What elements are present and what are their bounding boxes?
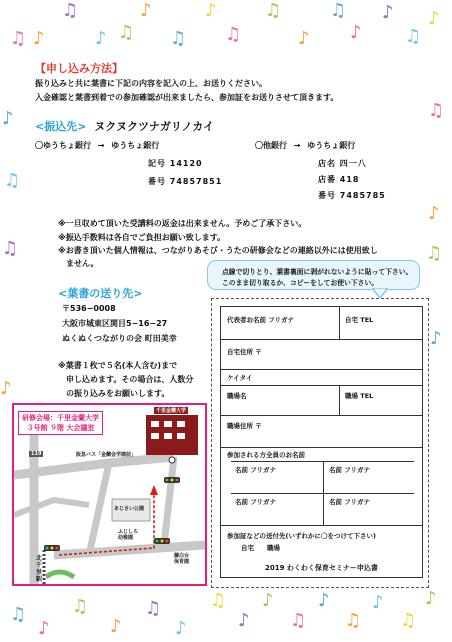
- music-note-icon: ♪: [318, 590, 330, 611]
- music-note-icon: ♪: [372, 592, 384, 613]
- other-bank-line: [255, 140, 355, 151]
- home-tel-field[interactable]: 自宅 TEL: [345, 316, 374, 324]
- postcard-zip: 〒536−0008: [62, 304, 116, 313]
- divider: [221, 369, 422, 370]
- music-note-icon: ♫: [2, 238, 19, 259]
- music-note-icon: ♪: [0, 378, 12, 399]
- park-label: あじさい公園: [114, 506, 145, 512]
- other-bank-name: ゆうちょ銀行: [307, 141, 356, 150]
- rep-name-field[interactable]: 代表者お名前 フリガナ: [227, 316, 294, 324]
- music-note-icon: ♪: [382, 2, 394, 23]
- arrow-icon: →: [97, 141, 105, 150]
- form-footer-title: 2019 わくわく保育セミナー申込書: [265, 564, 378, 572]
- bus-stop-label: 阪急バス「金蘭会学園前」: [76, 452, 137, 458]
- home-address-field[interactable]: 自宅住所 〒: [227, 348, 262, 356]
- venue-box: [18, 411, 103, 435]
- cutout-callout: [207, 260, 420, 290]
- divider: [231, 493, 414, 494]
- callout-tail: [372, 288, 388, 298]
- music-note-icon: ♪: [140, 0, 152, 21]
- branch-no: 店番 418: [318, 175, 360, 184]
- mobile-field[interactable]: ケイタイ: [227, 374, 253, 382]
- music-note-icon: ♫: [4, 170, 21, 191]
- postcard-memo-3: の振り込みをお願いします。: [66, 389, 170, 398]
- postcard-address: 大阪市城東区関目5−16−27: [62, 319, 168, 328]
- callout-line-2: このまま切り取るか、コピーをしてお使い下さい。: [222, 279, 379, 287]
- campus-label: 千里金蘭大学: [156, 408, 187, 414]
- participant-name-field[interactable]: 名前 フリガナ: [235, 466, 276, 474]
- send-to-label: 参加証などの送付先(いずれかに〇をつけて下さい): [227, 532, 376, 540]
- music-note-icon: ♫: [145, 598, 162, 619]
- callout-line-1: 点線で切りとり、葉書裏面に剥がれないように貼って下さい。: [222, 268, 413, 276]
- apply-line-1: 振り込みと共に葉書に下記の内容を記入の上、お送りください。: [35, 79, 267, 88]
- music-note-icon: ♪: [38, 618, 50, 639]
- music-note-icon: ♫: [225, 24, 242, 45]
- send-home-option[interactable]: 自宅: [241, 544, 254, 552]
- yucho-label: 〇ゆうちょ銀行: [35, 141, 91, 150]
- music-note-icon: ♪: [262, 590, 274, 611]
- postcard-title: <葉書の送り先>: [58, 287, 143, 300]
- music-note-icon: ♫: [62, 0, 79, 21]
- note-refund: ※一旦収めて頂いた受講料の返金は出来ません。予めご了承下さい。: [58, 219, 307, 228]
- yucho-bank: ゆうちょ銀行: [111, 141, 160, 150]
- transfer-label: <振込先>: [35, 120, 87, 133]
- application-form: [220, 306, 423, 578]
- work-address-field[interactable]: 職場住所 〒: [227, 422, 262, 430]
- music-note-icon: ♫: [405, 26, 422, 47]
- divider: [221, 525, 422, 526]
- postcard-name: ぬくぬくつながりの会 町田美幸: [62, 334, 177, 343]
- divider: [221, 415, 422, 416]
- music-note-icon: ♫: [10, 604, 27, 625]
- music-note-icon: ♫: [210, 590, 227, 611]
- music-note-icon: ♫: [265, 0, 282, 21]
- music-note-icon: ♪: [350, 22, 362, 43]
- send-work-option[interactable]: 職場: [267, 544, 280, 552]
- note-privacy-2: ません。: [66, 259, 99, 268]
- music-note-icon: ♫: [72, 596, 89, 617]
- station-label: 北千里駅: [36, 555, 43, 583]
- venue-line-2: ３号館 ９階 大会議室: [26, 424, 95, 432]
- apply-title: 【申し込み方法】: [35, 62, 123, 75]
- music-note-icon: ♫: [290, 610, 307, 631]
- participant-name-field[interactable]: 名前 フリガナ: [329, 498, 370, 506]
- divider: [221, 339, 422, 340]
- note-privacy-1: ※お書き頂いた個人情報は、つながりあそび・うたの研修会などの連絡以外には使用致し: [58, 246, 378, 255]
- participant-name-field[interactable]: 名前 フリガナ: [329, 466, 370, 474]
- apply-line-2: 入金確認と葉書到着での参加確認が出来ましたら、参加証をお送りさせて頂きます。: [35, 93, 339, 102]
- music-note-icon: ♪: [33, 28, 45, 49]
- note-fee: ※振込手数料は各自でご負担お願い致します。: [58, 233, 226, 242]
- branch-name: 店名 四一八: [318, 159, 367, 168]
- music-note-icon: ♪: [430, 328, 442, 349]
- yucho-kigou: 記号 14120: [148, 159, 203, 168]
- music-note-icon: ♪: [238, 610, 250, 631]
- access-map: [12, 403, 207, 586]
- venue-line-1: 研修会場：千里金蘭大学: [22, 414, 99, 422]
- workplace-name-field[interactable]: 職場名: [227, 392, 247, 400]
- participants-label: 参加される方全員のお名前: [227, 451, 305, 459]
- music-note-icon: ♫: [345, 610, 362, 631]
- music-note-icon: ♫: [330, 0, 347, 21]
- postcard-memo-2: 申し込めます。その場合は、人数分: [66, 375, 194, 384]
- kindergarten-label: ふじしろ 幼稚園: [118, 529, 139, 541]
- yucho-line: [35, 140, 159, 151]
- divider: [339, 385, 340, 415]
- music-note-icon: ♫: [426, 243, 443, 264]
- music-note-icon: ♪: [175, 618, 187, 639]
- postcard-memo-1: ※葉書１枚で５名(本人含む)まで: [58, 361, 178, 370]
- music-note-icon: ♪: [110, 616, 122, 637]
- yucho-bangou: 番号 74857851: [148, 177, 223, 186]
- divider: [339, 307, 340, 339]
- transfer-title: [35, 118, 214, 134]
- arrow-icon: →: [293, 141, 301, 150]
- route-number-badge: 119: [31, 451, 42, 457]
- music-note-icon: ♫: [118, 22, 135, 43]
- music-note-icon: ♪: [205, 0, 217, 21]
- music-note-icon: ♪: [298, 28, 310, 49]
- divider: [221, 447, 422, 448]
- transfer-payee: ヌクヌクツナガリノカイ: [94, 120, 214, 133]
- participant-name-field[interactable]: 名前 フリガナ: [235, 498, 276, 506]
- music-note-icon: ♫: [170, 28, 187, 49]
- work-tel-field[interactable]: 職場 TEL: [345, 392, 374, 400]
- music-note-icon: ♪: [2, 108, 14, 129]
- music-note-icon: ♪: [428, 203, 440, 224]
- music-note-icon: ♫: [10, 28, 27, 49]
- music-note-icon: ♫: [400, 610, 417, 631]
- music-note-icon: ♪: [428, 8, 440, 29]
- account-no: 番号 7485785: [318, 191, 386, 200]
- other-bank-label: 〇他銀行: [255, 141, 287, 150]
- nursery-label: 藤白台 保育園: [174, 553, 190, 565]
- music-note-icon: ♫: [428, 100, 445, 121]
- music-note-icon: ♪: [95, 28, 107, 49]
- music-note-icon: ♪: [425, 588, 437, 609]
- divider: [221, 385, 422, 386]
